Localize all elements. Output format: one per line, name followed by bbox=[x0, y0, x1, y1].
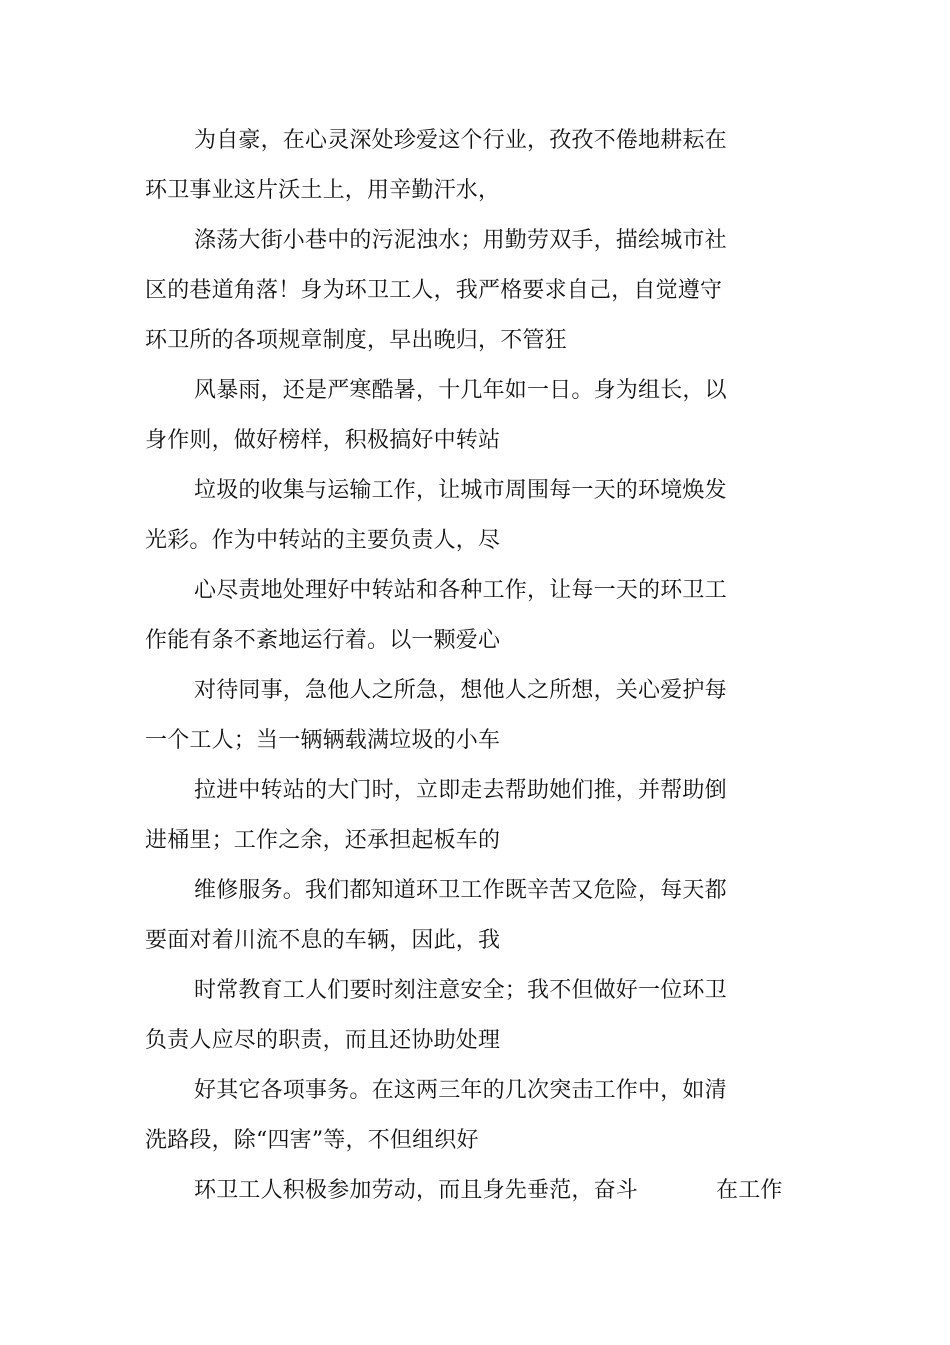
text-line-14: 拉进中转站的大门时，立即走去帮助她们推，并帮助倒 bbox=[194, 778, 727, 803]
text-line-7: 身作则，做好榜样，积极搞好中转站 bbox=[145, 428, 501, 453]
text-line-22-part-1: 环卫工人积极参加劳动，而且身先垂范，奋斗 bbox=[194, 1178, 639, 1203]
text-line-4: 区的巷道角落！身为环卫工人，我严格要求自己，自觉遵守 bbox=[145, 278, 723, 303]
text-line-12: 对待同事，急他人之所急，想他人之所想，关心爱护每 bbox=[194, 678, 727, 703]
text-line-17: 要面对着川流不息的车辆，因此，我 bbox=[145, 928, 501, 953]
text-line-2: 环卫事业这片沃土上，用辛勤汗水， bbox=[145, 178, 501, 203]
text-line-13: 一个工人；当一辆辆载满垃圾的小车 bbox=[145, 728, 501, 753]
text-line-6: 风暴雨，还是严寒酷暑，十几年如一日。身为组长，以 bbox=[194, 378, 727, 403]
text-line-16: 维修服务。我们都知道环卫工作既辛苦又危险，每天都 bbox=[194, 878, 727, 903]
text-line-19: 负责人应尽的职责，而且还协助处理 bbox=[145, 1028, 501, 1053]
text-line-3: 涤荡大街小巷中的污泥浊水；用勤劳双手，描绘城市社 bbox=[194, 228, 727, 253]
text-line-8: 垃圾的收集与运输工作，让城市周围每一天的环境焕发 bbox=[194, 478, 727, 503]
text-line-9: 光彩。作为中转站的主要负责人，尽 bbox=[145, 528, 501, 553]
text-line-18: 时常教育工人们要时刻注意安全；我不但做好一位环卫 bbox=[194, 978, 727, 1003]
text-line-15: 进桶里；工作之余，还承担起板车的 bbox=[145, 828, 501, 853]
text-line-20: 好其它各项事务。在这两三年的几次突击工作中，如清 bbox=[194, 1078, 727, 1103]
text-line-22 bbox=[194, 1176, 783, 1206]
text-line-1: 为自豪，在心灵深处珍爱这个行业，孜孜不倦地耕耘在 bbox=[194, 128, 727, 153]
text-line-5: 环卫所的各项规章制度，早出晚归，不管狂 bbox=[145, 328, 567, 353]
text-line-11: 作能有条不紊地运行着。以一颗爱心 bbox=[145, 628, 501, 653]
text-line-21: 洗路段，除“四害”等，不但组织好 bbox=[145, 1128, 479, 1153]
text-line-10: 心尽责地处理好中转站和各种工作，让每一天的环卫工 bbox=[194, 578, 727, 603]
text-line-22-part-2: 在工作 bbox=[716, 1178, 783, 1203]
